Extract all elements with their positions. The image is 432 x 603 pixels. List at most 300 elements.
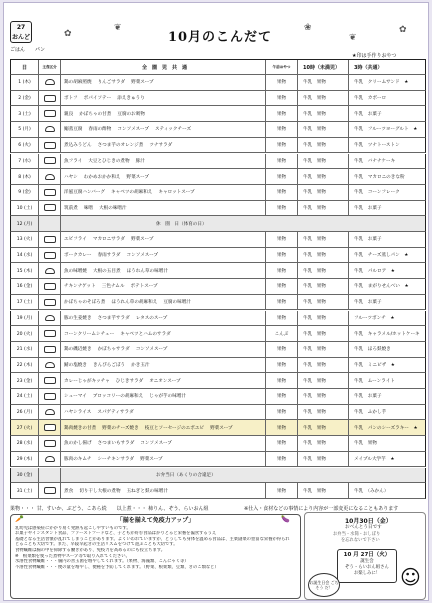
snack-am-cell: 果物 [266,185,298,200]
event-line-1: お弁当・水筒・おしぼり [333,532,381,537]
snack-am-cell: 果物 [266,75,298,90]
three-pm-cell: 牛乳 ツナトーストン [354,143,400,149]
menu-cell [61,185,266,200]
snack-am-cell: 果物 [266,373,298,388]
snack-am-cell: 果物 [266,342,298,357]
menu-item: 豚の生姜焼き [64,315,92,321]
table-row [10,311,426,327]
lunch-type-cell [39,154,61,169]
lunchbox-icon [44,157,56,164]
snack-am-cell: 果物 [266,279,298,294]
col-3pm: 3時（共通） [354,64,383,71]
menu-cell [61,468,427,483]
menu-item: 洋風豆腐ハンバーグ [64,190,106,196]
date-cell: 15 (木) [11,263,39,278]
lunch-type-cell [39,169,61,184]
menu-page [3,2,429,601]
lunch-type-cell [39,326,61,341]
menu-item: 鶏肉焼きの甘煮 [64,425,97,431]
table-row [10,389,426,405]
menu-cell [61,342,266,357]
rice-bowl-icon [45,268,55,274]
homemade-note: ★印は手作りおやつ [352,53,397,59]
menu-cell [61,279,266,294]
event-panel [304,512,426,600]
menu-item: 鶏の磯辺焼き [64,347,92,353]
menu-item: 野菜スープ [210,425,233,431]
lunch-type-cell [39,279,61,294]
date-cell: 21 (水) [11,342,39,357]
three-pm-cell: 牛乳 コーンフレーク [354,190,400,196]
snack-am-cell: 果物 [266,311,298,326]
menu-item: 豚肉のキムチ [64,457,92,463]
menu-item: シーチキンサラダ [97,457,135,463]
menu-item: わかめおかか和え [83,174,121,180]
menu-cell [61,420,266,435]
ten-am-cell: 牛乳 果物 [298,232,349,247]
table-row [10,91,426,107]
lunch-type-cell [39,295,61,310]
menu-item: ハヤシ [64,174,78,180]
three-pm-cell: 牛乳 マカロニのきな粉 [354,174,405,180]
table-row [10,358,426,374]
ten-am-cell: 牛乳 果物 [298,91,349,106]
ten-am-cell: 牛乳 果物 [298,342,349,357]
three-pm-cell: 牛乳 （みかん） [354,488,389,494]
lunchbox-icon [44,393,56,400]
rice-bowl-icon [45,362,55,368]
date-cell: 20 (火) [11,326,39,341]
date-cell: 23 (金) [11,373,39,388]
lunchbox-icon [44,110,56,117]
menu-cell [61,311,266,326]
menu-cell [61,389,266,404]
menu-item: 添えきゅうり [117,96,145,102]
three-pm-cell: 牛乳 果物 [354,441,377,447]
three-pm-cell: 牛乳 ほろ麩焼き [354,347,391,353]
notice-line: 不溶性食物繊維・・・便の量を増やし、便秘を予防してくれます。（野菜、根菜類、豆類、きのこ類など） [15,564,219,570]
lunch-type-cell [39,311,61,326]
menu-cell [61,263,266,278]
table-row [10,248,426,264]
badge-number: 27 [16,24,26,31]
menu-item: スパゲティサラダ [97,410,134,416]
badge-label: おんど [11,34,30,41]
menu-cell [61,405,266,420]
three-pm-cell: 牛乳 バナナケーキ [354,158,396,164]
menu-item: りんごサラダ [97,80,126,86]
lunchbox-icon [44,346,56,353]
menu-item: ハヤシライス [64,410,92,416]
date-cell: 6 (火) [11,138,39,153]
menu-item: レタスのスープ [135,315,168,321]
menu-item: かき玉汁 [131,362,150,368]
table-row [10,420,426,436]
notice-line: お菓子やインスタント食品、ファーストフードなど、子どもが好む食品ばかりとると栄養を偏食するうえ [15,531,217,537]
menu-cell [61,169,266,184]
three-pm-cell: 牛乳 パルロア ★ [354,268,395,274]
lunchbox-icon [44,95,56,102]
lunch-type-cell [39,216,61,231]
three-pm-cell: メイプル大学芋 ★ [354,457,395,463]
lunch-type-cell [39,106,61,121]
snack-am-cell: 果物 [266,122,298,137]
table-row [10,154,426,170]
menu-item: コンソメスープ [126,253,159,259]
lunch-type-cell [39,248,61,263]
menu-item: 野菜スープ [130,237,154,243]
ten-am-cell: 牛乳 果物 [298,358,349,373]
lunchbox-icon [44,236,56,243]
lunchbox-icon [44,424,56,431]
menu-item: さつまいもサラダ [97,441,135,447]
menu-item: ポークカレー [64,253,92,259]
three-pm-cell: フルーツポンチ ★ [354,315,395,321]
date-cell: 16 (金) [11,279,39,294]
three-pm-cell: 牛乳 フルーツヨーグルト ★ [354,127,418,133]
change-notice: ※仕入・食材などの事情により内容が一部変更になることもあります [244,506,399,512]
lunch-type-cell [39,122,61,137]
snack-am-cell: 果物 [266,405,298,420]
snack-am-cell: 果物 [266,91,298,106]
snack-am-cell: 果物 [266,436,298,451]
ten-am-cell: 牛乳 果物 [298,279,349,294]
menu-cell [61,483,266,498]
three-pm-cell: 牛乳 ふかし芋 [354,410,387,416]
date-cell: 13 (火) [11,232,39,247]
menu-item: 豆腐の味噌汁 [163,300,191,306]
table-row [10,452,426,468]
event-title: 10月30日（金） [345,518,392,525]
table-row [10,201,426,217]
menu-cell [61,138,266,153]
ten-am-cell: 牛乳 果物 [298,420,349,435]
child-icon: ☺ [400,565,421,589]
table-row [10,169,426,185]
notice-body [15,526,296,571]
flower-icon: ❀ [304,23,312,33]
table-row [10,138,426,154]
table-row [10,326,426,342]
ten-am-cell: 牛乳 果物 [298,483,349,498]
snack-am-cell: 果物 [266,138,298,153]
menu-item: 味噌 [83,205,93,211]
menu-item: チキンナゲット [64,284,96,290]
menu-item: 魚フライ [64,158,83,164]
three-pm-cell: 牛乳 カボーロ [354,96,387,102]
date-cell: 10 (土) [11,201,39,216]
leaf-icon: ❦ [349,33,357,43]
date-cell: 3 (土) [11,106,39,121]
col-snack-am: 午前おやつ [266,60,298,74]
snack-am-cell: 果物 [266,389,298,404]
three-pm-cell: 牛乳 チーズ蒸しパン ★ [354,253,409,259]
ten-am-cell: 牛乳 果物 [298,389,349,404]
three-pm-cell: 牛乳 お菓子 [354,394,382,400]
menu-item: コンソメスープ [117,127,149,133]
vegetable-icon: 🍆 [281,515,290,523]
lunch-type-cell [39,201,61,216]
menu-item: 煮食 [64,488,74,494]
menu-item: マカロニサラダ [92,237,125,243]
ten-am-cell: 牛乳 果物 [298,326,349,341]
holiday-note: お弁当日（あくりの合遠足） [156,472,216,478]
table-header [10,59,426,75]
menu-item: カレーじゃがキッチャ [64,378,110,384]
notice-line: とることも大切です。また、早寝早起きの生活リズムをつけて遊ぶことも大切です。 [15,542,178,548]
date-cell: 28 (水) [11,436,39,451]
notice-line: ※ 根菜類を使った煮物やスープ等で取り入れてください。 [15,553,130,559]
snack-am-cell: 果物 [266,358,298,373]
three-pm-cell: 牛乳 まがりせんべい ★ [354,284,409,290]
lunch-type-cell [39,483,61,498]
three-pm-cell: 牛乳 パンのシーズラキー ★ [354,425,418,431]
lunchbox-icon [44,330,56,337]
menu-cell [61,248,266,263]
menu-item: シューマイ [64,394,87,400]
lunchbox-icon [44,299,56,306]
date-cell: 2 (金) [11,91,39,106]
menu-item: ブロッコリーの胡麻和え [92,394,144,400]
speech-bubble: お誕生日会 ごちそう だ！ [308,573,340,597]
rice-caption: ごはん パン [10,47,46,53]
ten-am-cell: 牛乳 果物 [298,122,349,137]
menu-cell [61,106,266,121]
lunch-type-cell [39,452,61,467]
ten-am-cell: 牛乳 果物 [298,295,349,310]
table-row [10,106,426,122]
rice-bowl-icon [45,174,55,180]
date-cell: 5 (月) [11,122,39,137]
lunchbox-icon [44,283,56,290]
lunch-type-cell [39,358,61,373]
page-title: 10月のこんだて [167,30,273,45]
snack-am-cell: 果物 [266,263,298,278]
menu-item: 魚の味噌焼 [64,268,87,274]
date-cell: 30 (金) [11,468,39,483]
event-subtitle: おべんとう日です [345,525,382,530]
snack-am-cell: 果物 [266,106,298,121]
ten-am-cell: 牛乳 果物 [298,311,349,326]
table-row [10,295,426,311]
birthday-label: 誕生会 [360,559,374,564]
issue-badge [10,21,32,43]
menu-item: 三色ナムル [101,284,125,290]
menu-item: さつま芋サラダ [97,315,130,321]
ten-am-cell: 牛乳 果物 [298,106,349,121]
three-pm-cell: 牛乳 お菓子 [354,300,382,306]
lunchbox-icon [44,204,56,211]
menu-item: かぼちゃのそぼろ煮 [64,300,106,306]
menu-item: かぼちゃサラダ [97,347,130,353]
flower-icon: ✿ [399,25,407,35]
ten-am-cell: 牛乳 果物 [298,75,349,90]
holiday-note: 休 園 日（体育の日） [156,221,207,227]
ten-am-cell: 牛乳 果物 [298,263,349,278]
menu-item: ほうれん草の胡麻和え [111,300,158,306]
snack-am-cell: 果物 [266,169,298,184]
rice-bowl-icon [45,409,55,415]
three-pm-cell: 牛乳 お菓子 [354,237,382,243]
lunchbox-icon [44,487,56,494]
lunch-type-cell [39,75,61,90]
menu-cell [61,436,266,451]
notice-line: 水溶性食物繊維・・・腸内の善玉菌を増やしてくれます。（果物、海藻類、こんにゃく等） [15,559,189,565]
table-row [10,342,426,358]
snack-am-cell: 果物 [266,232,298,247]
table-row [10,483,426,499]
menu-item: 切り干し大根の煮物 [79,488,121,494]
menu-item: エビフライ [64,237,87,243]
table-row [10,436,426,452]
menu-item: コンソメスープ [140,441,172,447]
menu-item: 豆腐のお吸物 [117,111,145,117]
menu-item: さつま芋のオレンジ煮 [97,143,144,149]
date-cell: 14 (水) [11,248,39,263]
lunch-type-cell [39,342,61,357]
lunchbox-icon [44,252,56,259]
date-cell: 17 (土) [11,295,39,310]
lunch-type-cell [39,405,61,420]
menu-cell [61,154,266,169]
menu-item: コーンクリームシチュー [64,331,115,337]
menu-item: 煮込みうどん [64,143,92,149]
date-cell: 1 (木) [11,75,39,90]
snack-am-cell: 果物 [266,452,298,467]
menu-item: 魚のかし揚げ [64,441,92,447]
lunchbox-icon [44,189,56,196]
table-row [10,279,426,295]
ten-am-cell: 牛乳 果物 [298,169,349,184]
menu-item: 筑前煮 [64,205,78,211]
menu-item: コンソメスープ [135,347,168,353]
date-cell: 22 (木) [11,358,39,373]
three-pm-cell: 牛乳 クリームサンド ★ [354,80,409,86]
menu-item: じゃが芋の味噌汁 [149,394,187,400]
table-row [10,122,426,138]
lunch-type-cell [39,185,61,200]
lunch-type-cell [39,232,61,247]
date-cell: 8 (木) [11,169,39,184]
menu-item: 春雨サラダ [97,253,121,259]
birthday-date: 10 月 27日（火） [343,552,391,558]
menu-item: 大根の味噌汁 [99,205,127,211]
col-lunch-type: 主食区分 [39,60,61,74]
table-row [10,405,426,421]
table-row [10,185,426,201]
lunch-type-cell [39,468,61,483]
menu-item: 大根の五目煮 [92,268,121,274]
menu-item: 親良 [64,111,74,117]
date-cell: 31 (土) [11,483,39,498]
menu-item: 枝豆とソーセージのエボエピ [144,425,205,431]
lunch-type-cell [39,263,61,278]
notice-line: 基礎となる生活習慣が乱れてしまうことがあります。よくいわれていますが、どうしても身体を温める食品は、主菜副菜の豊富な栄養が得られ [15,536,290,542]
menu-item: ポテトスープ [130,284,158,290]
date-cell: 12 (月) [11,216,39,231]
date-cell: 19 (月) [11,311,39,326]
date-cell: 7 (水) [11,154,39,169]
snack-am-cell: 果物 [266,483,298,498]
table-row [10,216,426,232]
flower-icon: ✿ [64,29,72,39]
menu-item: キャロットスープ [158,190,195,196]
snack-am-cell: 果物 [266,201,298,216]
lunch-type-cell [39,91,61,106]
notice-line: 食物繊維は腸の中を掃除する働きがあり、免疫力を高めるのにも役立ちます。 [15,547,166,553]
ten-am-cell: 牛乳 果物 [298,373,349,388]
menu-item: 野菜スープ [140,457,163,463]
ten-am-cell: 牛乳 果物 [298,248,349,263]
lunch-type-cell [39,373,61,388]
lunchbox-icon [44,377,56,384]
date-cell: 27 (火) [11,420,39,435]
menu-item: ポトフ [64,96,78,102]
ten-am-cell: 牛乳 果物 [298,154,349,169]
menu-item: キャベツとハムのサラダ [120,331,171,337]
menu-item: 野菜のチーズ焼き [102,425,139,431]
three-pm-cell: 牛乳 ムーンライト [354,378,395,384]
lunchbox-icon [44,142,56,149]
snack-am-cell: こんぶ [266,326,298,341]
menu-cell [61,326,266,341]
menu-item: ツナサラダ [149,143,173,149]
ten-am-cell: 牛乳 果物 [298,201,349,216]
snack-am-cell: 果物 [266,248,298,263]
snack-am-cell: 果物 [266,154,298,169]
menu-cell [61,216,427,231]
menu-item: 野菜スープ [126,174,150,180]
menu-cell [61,75,266,90]
rice-bowl-icon [45,315,55,321]
menu-item: ほうれん草の味噌汁 [126,268,168,274]
menu-item: 鰯蒸豆腐 [64,127,83,133]
three-pm-cell: 牛乳 ミニピザ ★ [354,362,395,368]
col-menu: 全 園 児 共 通 [61,60,266,74]
fruit-line: 果物・・・ 甘、すいか、ぶどう、こあら続 以上煮・・・ 柿りん、ぞう、らいおん組 [10,506,209,512]
lunch-type-cell [39,138,61,153]
birthday-message: お楽しみに！ [353,571,381,576]
menu-item: 玉ねぎと麩の味噌汁 [126,488,168,494]
table-row [10,263,426,279]
date-cell: 26 (月) [11,405,39,420]
menu-cell [61,232,266,247]
menu-cell [61,373,266,388]
menu-item: 豚汁 [135,158,145,164]
lunch-type-cell [39,420,61,435]
col-10am: 10時（未満児） [298,60,349,74]
table-row [10,468,426,484]
menu-cell [61,122,266,137]
menu-item: きんぴらごぼう [92,362,126,368]
menu-cell [61,295,266,310]
menu-item: ポパイソテー [83,96,112,102]
col-date: 日 [11,60,39,74]
rice-bowl-icon [45,126,55,132]
nutrition-notice [10,514,301,599]
date-cell: 24 (土) [11,389,39,404]
lunchbox-icon [44,440,56,447]
table-row [10,373,426,389]
menu-cell [61,201,266,216]
ten-am-cell: 牛乳 果物 [298,452,349,467]
rice-bowl-icon [45,456,55,462]
vegetable-icon: 🥕 [15,515,24,523]
three-pm-cell: 牛乳 キャラメル/ホットケーキ [354,331,420,337]
leaf-icon: ❦ [114,23,122,33]
lunch-type-cell [39,389,61,404]
menu-item: スティックチーズ [154,127,192,133]
